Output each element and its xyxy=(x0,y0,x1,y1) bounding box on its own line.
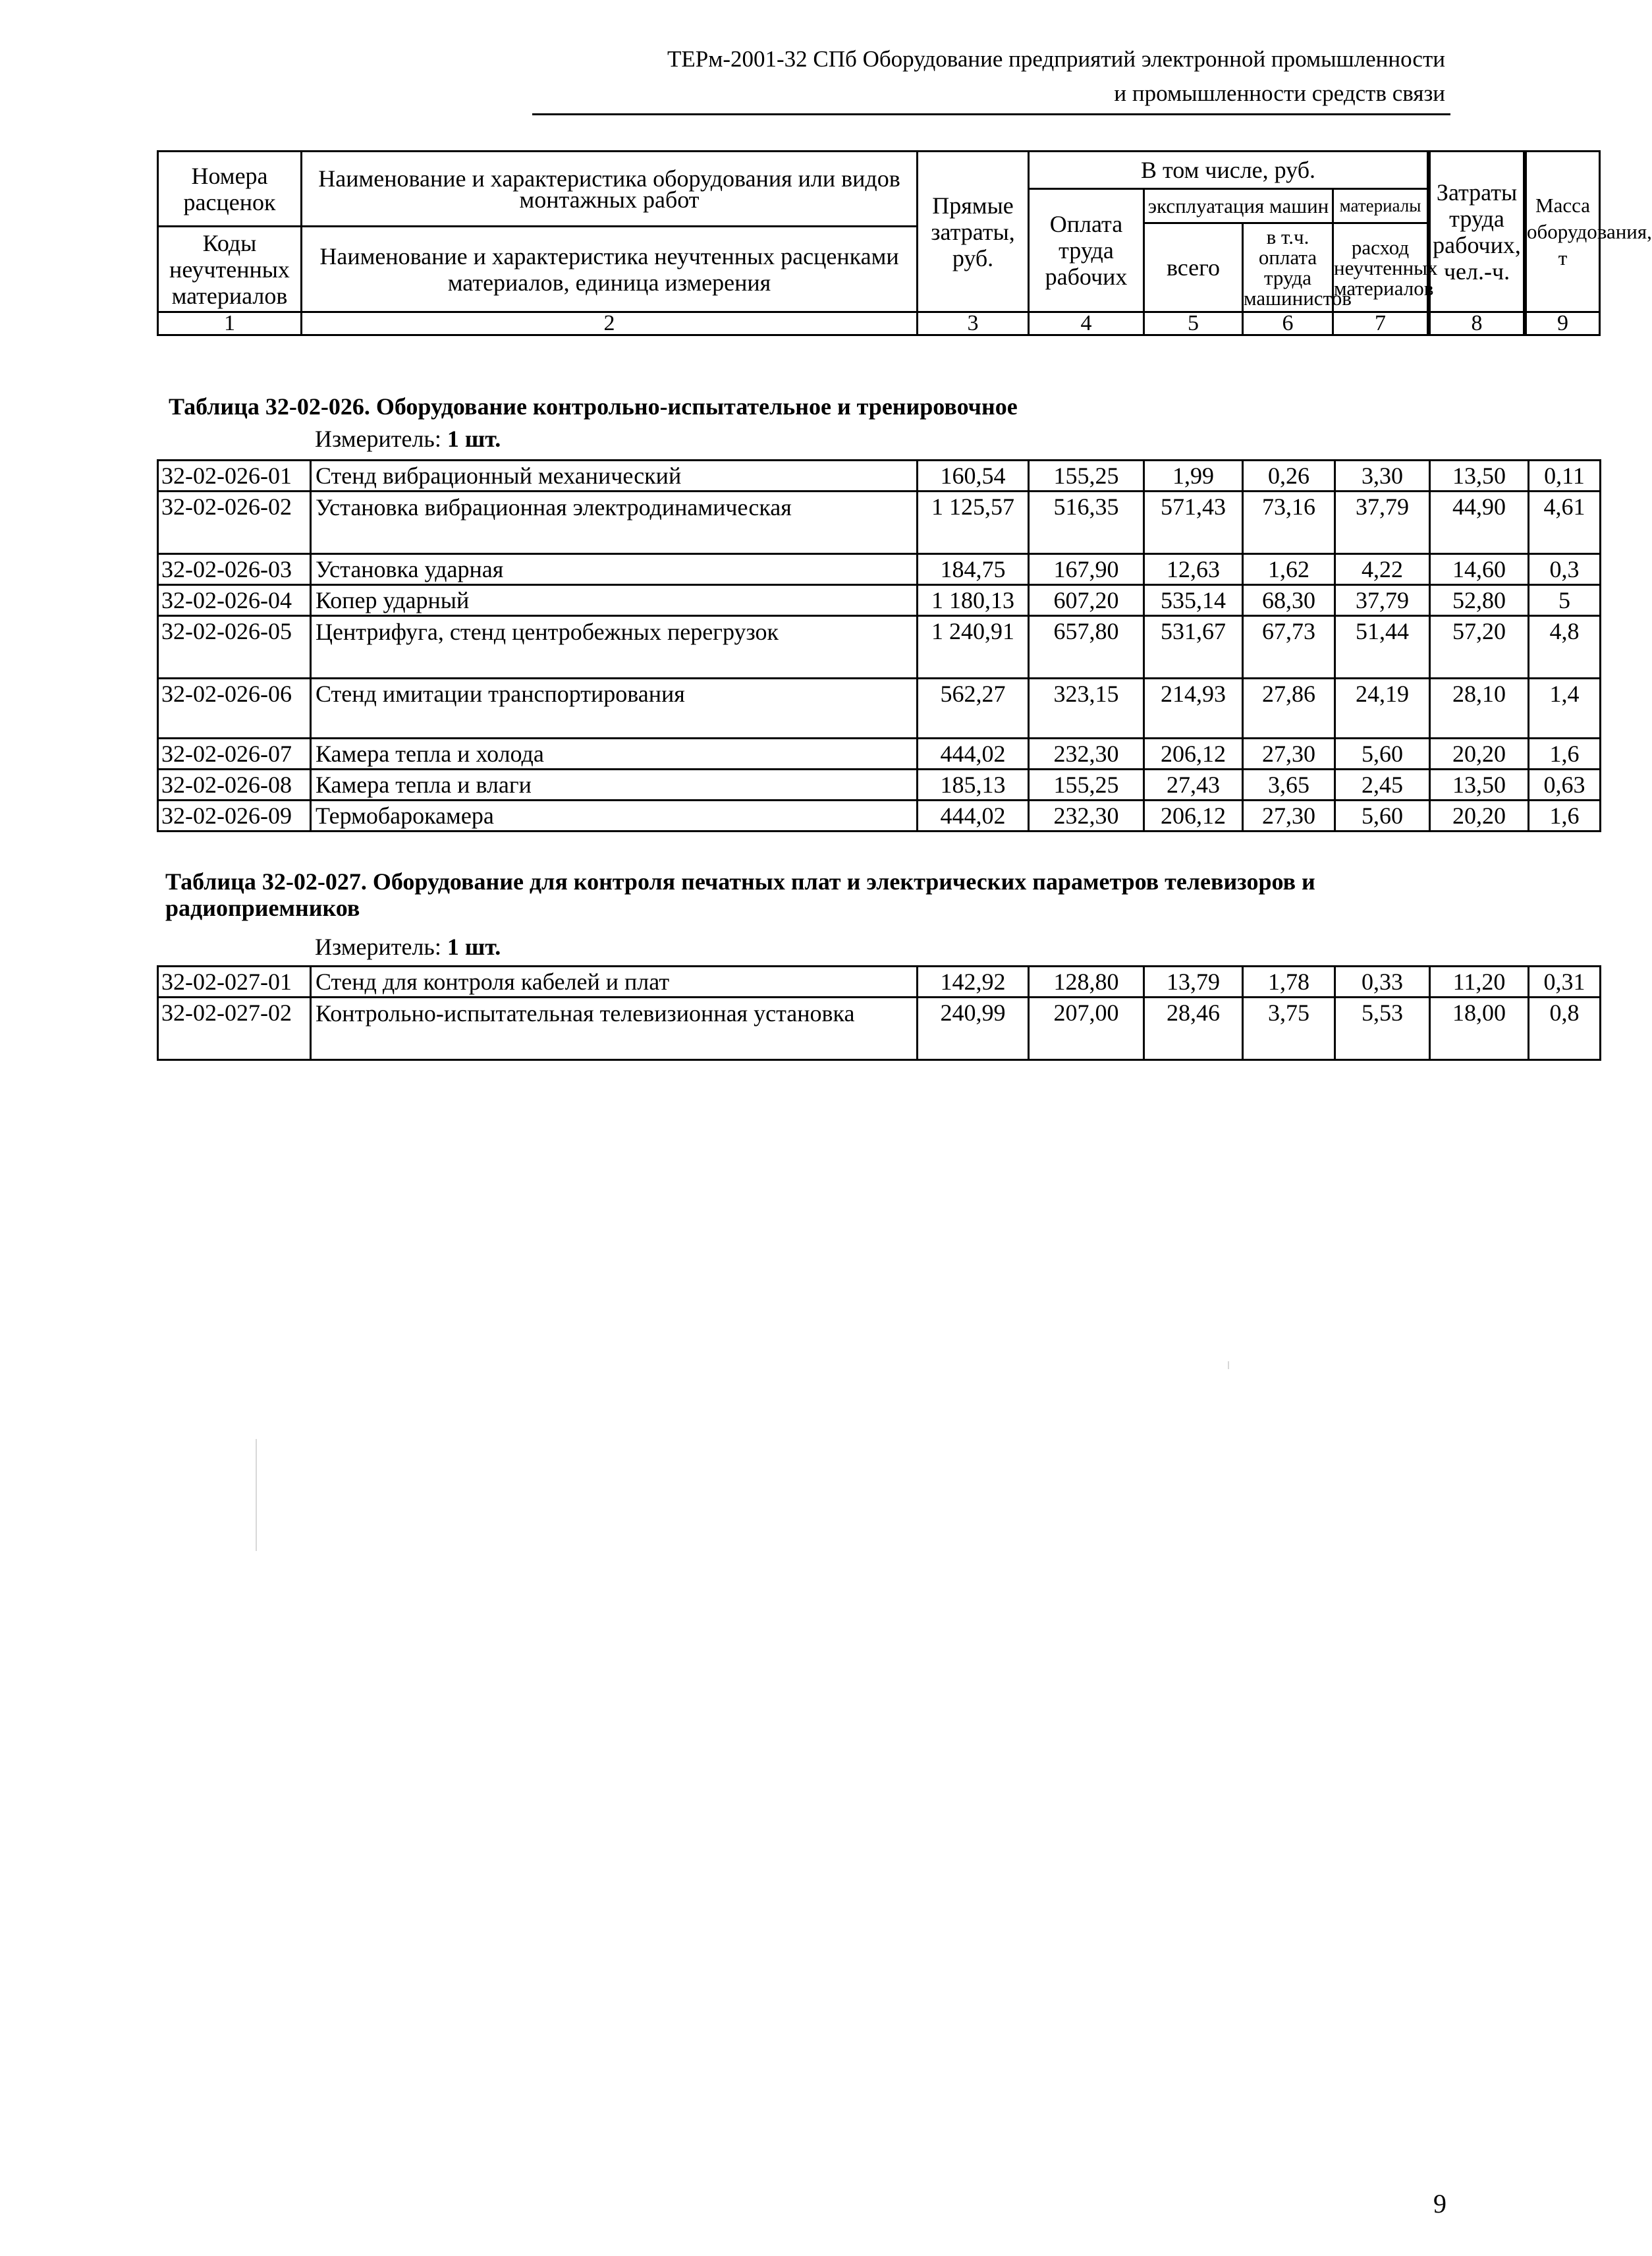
measure-label: Измеритель: xyxy=(315,426,441,452)
col-direct-costs: Прямые затраты, руб. xyxy=(918,152,1029,312)
cell-direct: 562,27 xyxy=(918,679,1029,739)
col-number: 8 xyxy=(1430,312,1524,335)
column-header-table xyxy=(157,150,1652,336)
scan-line xyxy=(256,1439,257,1551)
cell-mass: 4,8 xyxy=(1529,616,1601,679)
scan-speck xyxy=(1228,1361,1229,1369)
cell-code: 32-02-026-01 xyxy=(158,461,311,492)
col-labor-hours: Затраты труда рабочих, чел.-ч. xyxy=(1430,152,1524,312)
cell-labor-hours: 18,00 xyxy=(1430,998,1529,1060)
cell-name: Стенд имитации транспортирования xyxy=(311,679,918,739)
cell-labor: 128,80 xyxy=(1029,967,1144,998)
cell-materials: 5,60 xyxy=(1335,739,1430,770)
cell-mass: 0,63 xyxy=(1529,770,1601,801)
col-code-bottom: Коды неучтенных материалов xyxy=(158,227,302,312)
cell-machinist-pay: 27,86 xyxy=(1243,679,1335,739)
cell-machinist-pay: 27,30 xyxy=(1243,801,1335,832)
cell-mass: 0,3 xyxy=(1529,554,1601,585)
cell-code: 32-02-026-03 xyxy=(158,554,311,585)
col-code-top: Номера расценок xyxy=(158,152,302,227)
column-number-row xyxy=(158,312,1600,335)
cell-materials: 37,79 xyxy=(1335,492,1430,554)
cell-labor-hours: 28,10 xyxy=(1430,679,1529,739)
cell-code: 32-02-026-08 xyxy=(158,770,311,801)
cell-labor-hours: 11,20 xyxy=(1430,967,1529,998)
cell-direct: 1 125,57 xyxy=(918,492,1029,554)
col-machinist-pay: в т.ч. оплата труда машинистов xyxy=(1243,223,1333,312)
cell-labor: 207,00 xyxy=(1029,998,1144,1060)
cell-code: 32-02-027-02 xyxy=(158,998,311,1060)
table-027 xyxy=(157,965,1601,1061)
cell-direct: 160,54 xyxy=(918,461,1029,492)
cell-machines-total: 13,79 xyxy=(1144,967,1243,998)
col-mass: Масса оборудования, т xyxy=(1526,152,1600,312)
col-number: 3 xyxy=(918,312,1029,335)
col-name-bottom: Наименование и характеристика неучтенных расценками материалов, единица измерения xyxy=(302,227,918,312)
cell-materials: 4,22 xyxy=(1335,554,1430,585)
cell-name: Камера тепла и холода xyxy=(311,739,918,770)
cell-code: 32-02-026-04 xyxy=(158,585,311,616)
cell-direct: 142,92 xyxy=(918,967,1029,998)
cell-labor: 167,90 xyxy=(1029,554,1144,585)
col-number: 5 xyxy=(1144,312,1243,335)
cell-labor: 607,20 xyxy=(1029,585,1144,616)
cell-materials: 51,44 xyxy=(1335,616,1430,679)
cell-materials: 2,45 xyxy=(1335,770,1430,801)
cell-mass: 0,31 xyxy=(1529,967,1601,998)
cell-machines-total: 531,67 xyxy=(1144,616,1243,679)
header-rule xyxy=(532,113,1450,115)
running-header-line2: и промышленности средств связи xyxy=(1114,80,1445,106)
cell-name: Центрифуга, стенд центробежных перегрузок xyxy=(311,616,918,679)
cell-labor: 323,15 xyxy=(1029,679,1144,739)
table-026-caption: Оборудование контрольно-испытательное и тренировочное xyxy=(375,393,1018,420)
col-labor-pay: Оплата труда рабочих xyxy=(1029,189,1144,312)
table-row xyxy=(158,616,1601,679)
cell-direct: 240,99 xyxy=(918,998,1029,1060)
table-row xyxy=(158,461,1601,492)
cell-machines-total: 1,99 xyxy=(1144,461,1243,492)
cell-machinist-pay: 27,30 xyxy=(1243,739,1335,770)
cell-machines-total: 214,93 xyxy=(1144,679,1243,739)
measure-value: 1 шт. xyxy=(447,426,501,452)
cell-code: 32-02-026-05 xyxy=(158,616,311,679)
cell-labor-hours: 57,20 xyxy=(1430,616,1529,679)
cell-code: 32-02-026-09 xyxy=(158,801,311,832)
col-number: 2 xyxy=(302,312,918,335)
cell-labor-hours: 20,20 xyxy=(1430,739,1529,770)
cell-name: Установка ударная xyxy=(311,554,918,585)
cell-labor: 232,30 xyxy=(1029,739,1144,770)
col-name-top: Наименование и характеристика оборудования или видов монтажных работ xyxy=(302,152,918,227)
cell-materials: 24,19 xyxy=(1335,679,1430,739)
cell-machines-total: 535,14 xyxy=(1144,585,1243,616)
cell-direct: 1 180,13 xyxy=(918,585,1029,616)
table-row xyxy=(158,967,1601,998)
cell-code: 32-02-026-02 xyxy=(158,492,311,554)
table-027-measure xyxy=(315,934,501,960)
cell-materials: 3,30 xyxy=(1335,461,1430,492)
cell-machines-total: 12,63 xyxy=(1144,554,1243,585)
cell-machines-total: 28,46 xyxy=(1144,998,1243,1060)
cell-labor: 155,25 xyxy=(1029,770,1144,801)
measure-value: 1 шт. xyxy=(447,934,501,960)
cell-direct: 185,13 xyxy=(918,770,1029,801)
cell-direct: 1 240,91 xyxy=(918,616,1029,679)
cell-labor-hours: 13,50 xyxy=(1430,461,1529,492)
cell-labor-hours: 13,50 xyxy=(1430,770,1529,801)
cell-materials: 5,60 xyxy=(1335,801,1430,832)
col-machines-total: всего xyxy=(1144,223,1243,312)
cell-mass: 4,61 xyxy=(1529,492,1601,554)
cell-machines-total: 206,12 xyxy=(1144,801,1243,832)
table-026 xyxy=(157,459,1601,832)
table-row xyxy=(158,492,1601,554)
col-machines: эксплуатация машин xyxy=(1144,189,1333,223)
cell-code: 32-02-026-06 xyxy=(158,679,311,739)
table-row xyxy=(158,585,1601,616)
cell-machinist-pay: 73,16 xyxy=(1243,492,1335,554)
table-row xyxy=(158,554,1601,585)
table-027-title xyxy=(165,868,1456,921)
cell-labor: 516,35 xyxy=(1029,492,1144,554)
cell-mass: 1,6 xyxy=(1529,801,1601,832)
cell-code: 32-02-027-01 xyxy=(158,967,311,998)
cell-direct: 444,02 xyxy=(918,739,1029,770)
cell-machinist-pay: 1,78 xyxy=(1243,967,1335,998)
col-number: 9 xyxy=(1526,312,1600,335)
cell-materials: 0,33 xyxy=(1335,967,1430,998)
cell-name: Стенд вибрационный механический xyxy=(311,461,918,492)
cell-machinist-pay: 68,30 xyxy=(1243,585,1335,616)
cell-materials: 37,79 xyxy=(1335,585,1430,616)
cell-machines-total: 571,43 xyxy=(1144,492,1243,554)
running-header-line1: ТЕРм-2001-32 СПб Оборудование предприятий электронной промышленности xyxy=(667,46,1445,72)
col-materials: материалы xyxy=(1333,189,1428,223)
table-027-label: Таблица 32-02-027. xyxy=(165,868,367,895)
cell-machinist-pay: 3,65 xyxy=(1243,770,1335,801)
cell-labor-hours: 20,20 xyxy=(1430,801,1529,832)
cell-labor: 657,80 xyxy=(1029,616,1144,679)
cell-labor-hours: 14,60 xyxy=(1430,554,1529,585)
cell-name: Установка вибрационная электродинамическая xyxy=(311,492,918,554)
cell-mass: 0,8 xyxy=(1529,998,1601,1060)
col-number: 7 xyxy=(1333,312,1428,335)
cell-mass: 5 xyxy=(1529,585,1601,616)
cell-machinist-pay: 3,75 xyxy=(1243,998,1335,1060)
cell-labor: 155,25 xyxy=(1029,461,1144,492)
table-row xyxy=(158,679,1601,739)
table-row xyxy=(158,998,1601,1060)
table-row xyxy=(158,770,1601,801)
cell-labor: 232,30 xyxy=(1029,801,1144,832)
col-unaccounted-materials: расход неучтенных материалов xyxy=(1333,223,1428,312)
col-including: В том числе, руб. xyxy=(1029,152,1428,189)
cell-mass: 0,11 xyxy=(1529,461,1601,492)
page-number: 9 xyxy=(1433,2189,1446,2218)
cell-name: Камера тепла и влаги xyxy=(311,770,918,801)
cell-direct: 184,75 xyxy=(918,554,1029,585)
cell-direct: 444,02 xyxy=(918,801,1029,832)
table-026-title xyxy=(169,393,1018,420)
cell-labor-hours: 52,80 xyxy=(1430,585,1529,616)
cell-machinist-pay: 0,26 xyxy=(1243,461,1335,492)
cell-machinist-pay: 67,73 xyxy=(1243,616,1335,679)
cell-machinist-pay: 1,62 xyxy=(1243,554,1335,585)
cell-mass: 1,4 xyxy=(1529,679,1601,739)
measure-label: Измеритель: xyxy=(315,934,441,960)
table-026-measure xyxy=(315,426,501,452)
table-row xyxy=(158,801,1601,832)
cell-mass: 1,6 xyxy=(1529,739,1601,770)
cell-name: Термобарокамера xyxy=(311,801,918,832)
table-026-label: Таблица 32-02-026. xyxy=(169,393,370,420)
cell-machines-total: 27,43 xyxy=(1144,770,1243,801)
cell-name: Копер ударный xyxy=(311,585,918,616)
col-number: 6 xyxy=(1243,312,1333,335)
cell-labor-hours: 44,90 xyxy=(1430,492,1529,554)
col-number: 1 xyxy=(158,312,302,335)
table-027-caption: Оборудование для контроля печатных плат и электрических параметров телевизоров и радиоприемников xyxy=(165,868,1315,921)
running-header xyxy=(667,42,1445,111)
cell-name: Стенд для контроля кабелей и плат xyxy=(311,967,918,998)
cell-materials: 5,53 xyxy=(1335,998,1430,1060)
cell-code: 32-02-026-07 xyxy=(158,739,311,770)
col-number: 4 xyxy=(1029,312,1144,335)
cell-machines-total: 206,12 xyxy=(1144,739,1243,770)
cell-name: Контрольно-испытательная телевизионная установка xyxy=(311,998,918,1060)
table-row xyxy=(158,739,1601,770)
